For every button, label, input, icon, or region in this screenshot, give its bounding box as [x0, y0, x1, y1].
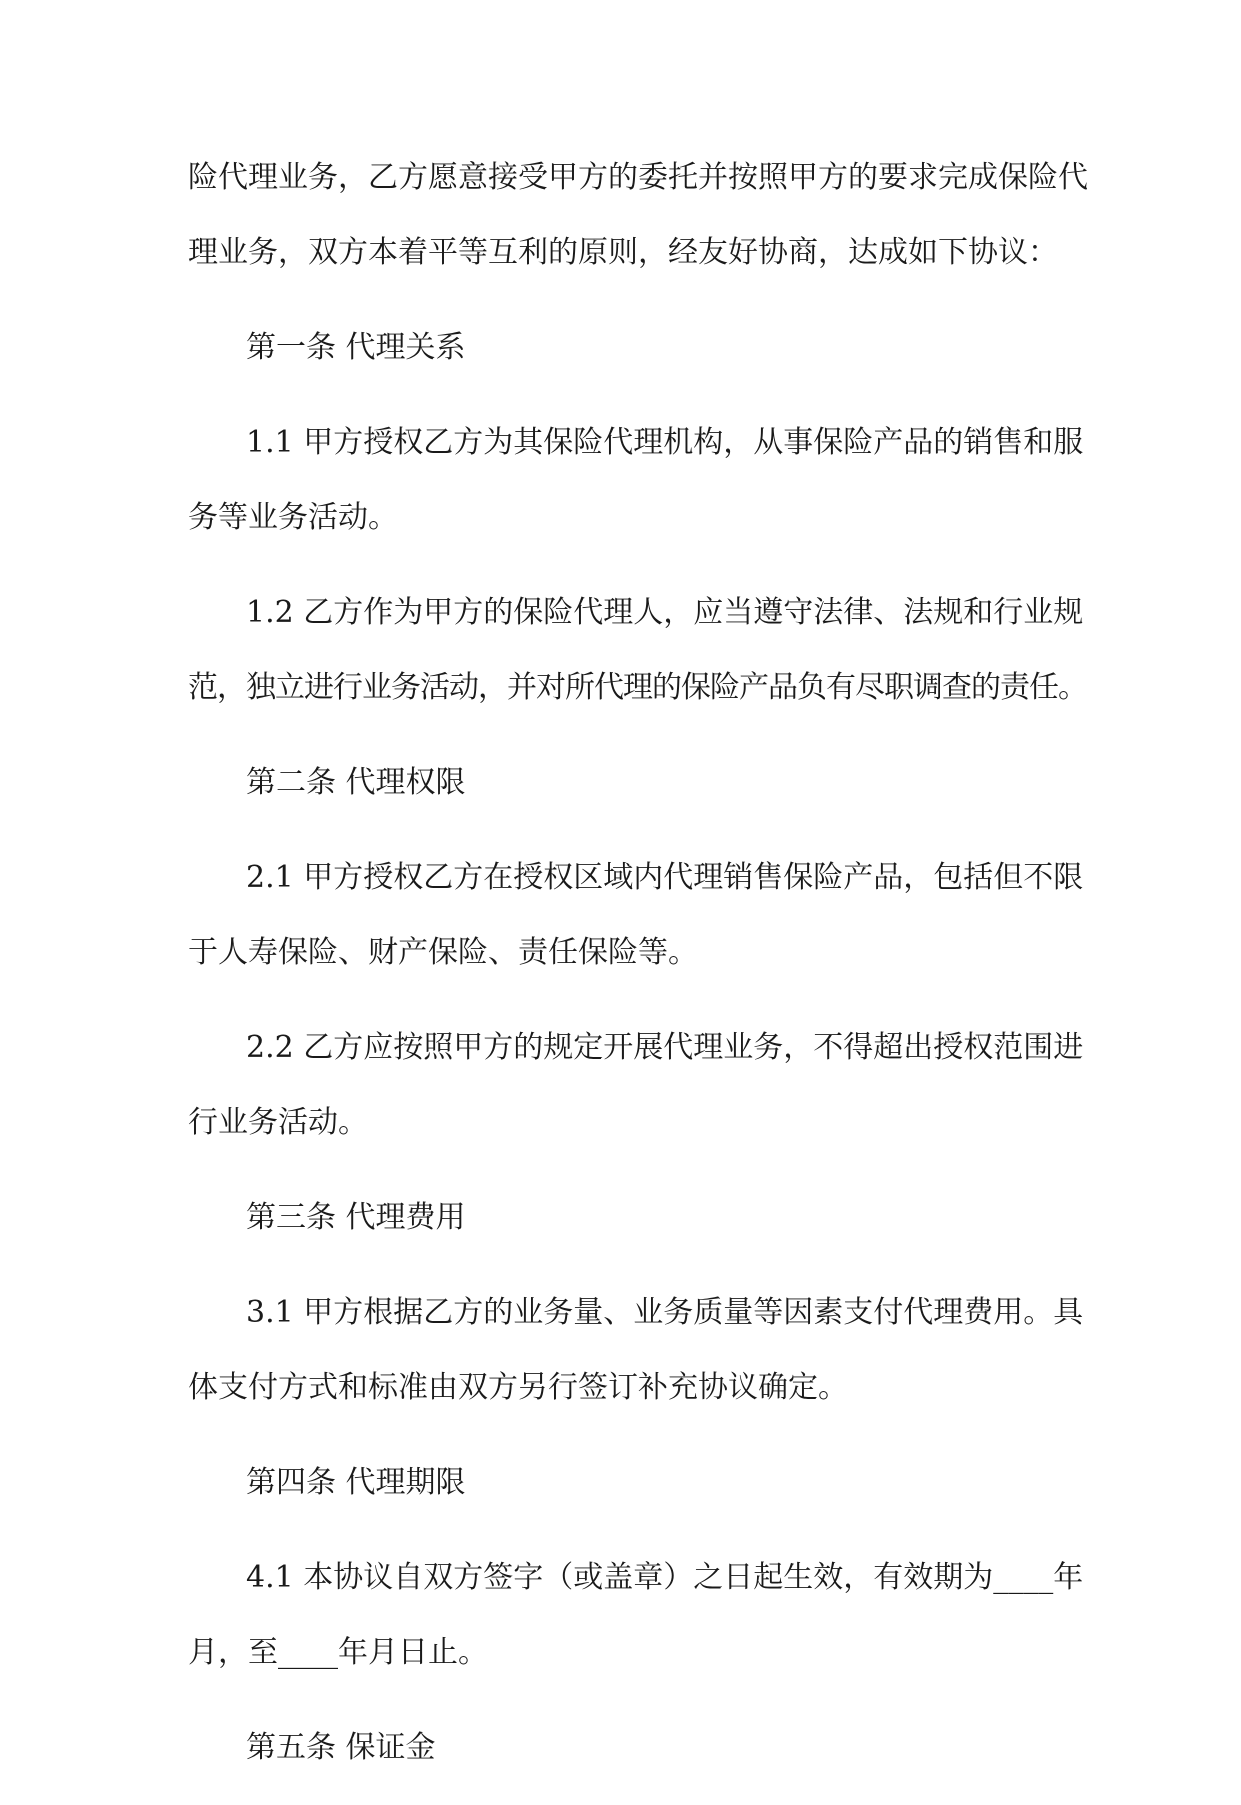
- text-line: 体支付方式和标准由双方另行签订补充协议确定。: [188, 1370, 848, 1405]
- article-heading-5: [188, 1710, 1054, 1785]
- heading-text: 第四条 代理期限: [246, 1465, 466, 1500]
- heading-text: 第一条 代理关系: [246, 330, 466, 365]
- text-line: 3.1 甲方根据乙方的业务量、业务质量等因素支付代理费用。具: [246, 1295, 1084, 1330]
- text-line: 月，至____年月日止。: [188, 1635, 488, 1670]
- text-line: 范，独立进行业务活动，并对所代理的保险产品负有尽职调查的责任。: [188, 670, 1087, 705]
- clause-1-2: [188, 575, 1087, 725]
- article-heading-4: [188, 1445, 1054, 1520]
- text-line: 1.2 乙方作为甲方的保险代理人，应当遵守法律、法规和行业规: [246, 595, 1084, 630]
- heading-text: 第五条 保证金: [246, 1730, 436, 1765]
- contract-body: [188, 140, 1088, 1805]
- text-line: 4.1 本协议自双方签字（或盖章）之日起生效，有效期为____年: [246, 1560, 1084, 1595]
- text-line: 务等业务活动。: [188, 500, 398, 535]
- article-heading-2: [188, 745, 1054, 820]
- text-line: 险代理业务，乙方愿意接受甲方的委托并按照甲方的要求完成保险代: [188, 160, 1088, 195]
- text-line: 理业务，双方本着平等互利的原则，经友好协商，达成如下协议：: [188, 235, 1058, 270]
- article-heading-3: [188, 1180, 1054, 1255]
- clause-3-1: [188, 1275, 1084, 1425]
- article-heading-1: [188, 310, 1054, 385]
- text-line: 2.2 乙方应按照甲方的规定开展代理业务，不得超出授权范围进: [246, 1030, 1084, 1065]
- intro-paragraph: [188, 140, 1088, 290]
- text-line: 1.1 甲方授权乙方为其保险代理机构，从事保险产品的销售和服: [246, 425, 1084, 460]
- clause-4-1: [188, 1540, 1084, 1690]
- text-line: 2.1 甲方授权乙方在授权区域内代理销售保险产品，包括但不限: [246, 860, 1084, 895]
- clause-1-1: [188, 405, 1084, 555]
- heading-text: 第二条 代理权限: [246, 765, 466, 800]
- text-line: 行业务活动。: [188, 1105, 368, 1140]
- text-line: 于人寿保险、财产保险、责任保险等。: [188, 935, 698, 970]
- clause-2-2: [188, 1010, 1084, 1160]
- heading-text: 第三条 代理费用: [246, 1200, 466, 1235]
- clause-2-1: [188, 840, 1084, 990]
